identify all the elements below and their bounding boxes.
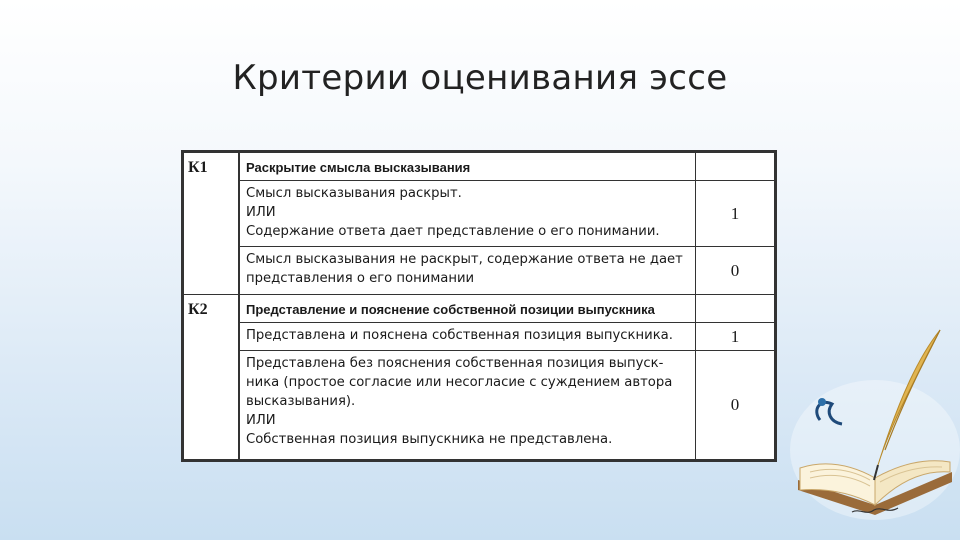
description-line: высказывания). [246, 394, 356, 409]
heading-score-cell [696, 153, 775, 181]
description-line: представления о его понимании [246, 271, 475, 286]
criterion-description [239, 351, 696, 460]
score-value: 0 [696, 247, 775, 295]
table-row [184, 247, 775, 295]
table-row [184, 323, 775, 351]
criteria-table [181, 150, 777, 462]
score-value: 0 [696, 351, 775, 460]
description-line: Собственная позиция выпускника не представлена. [246, 432, 613, 447]
table-row [184, 351, 775, 460]
description-line: ИЛИ [246, 205, 276, 220]
description-line: Представлена и пояснена собственная позиция выпускника. [246, 328, 673, 343]
score-value: 1 [696, 323, 775, 351]
description-line: Смысл высказывания не раскрыт, содержание ответа не дает [246, 252, 683, 267]
heading-score-cell [696, 295, 775, 323]
score-value: 1 [696, 181, 775, 247]
criterion-code-k1: К1 [184, 153, 240, 295]
criterion-heading-k2: Представление и пояснение собственной позиции выпускника [239, 295, 696, 323]
slide-title: Критерии оценивания эссе [232, 58, 728, 98]
description-line: Содержание ответа дает представление о его понимании. [246, 224, 660, 239]
criterion-description [239, 181, 696, 247]
criterion-description [239, 247, 696, 295]
description-line: ИЛИ [246, 413, 276, 428]
criterion-heading-k1: Раскрытие смысла высказывания [239, 153, 696, 181]
book-quill-icon [790, 300, 960, 530]
description-line: ника (простое согласие или несогласие с суждением автора [246, 375, 673, 390]
description-line: Представлена без пояснения собственная позиция выпуск- [246, 356, 664, 371]
table-row [184, 181, 775, 247]
criterion-description [239, 323, 696, 351]
description-line: Смысл высказывания раскрыт. [246, 186, 462, 201]
criterion-code-k2: К2 [184, 295, 240, 460]
